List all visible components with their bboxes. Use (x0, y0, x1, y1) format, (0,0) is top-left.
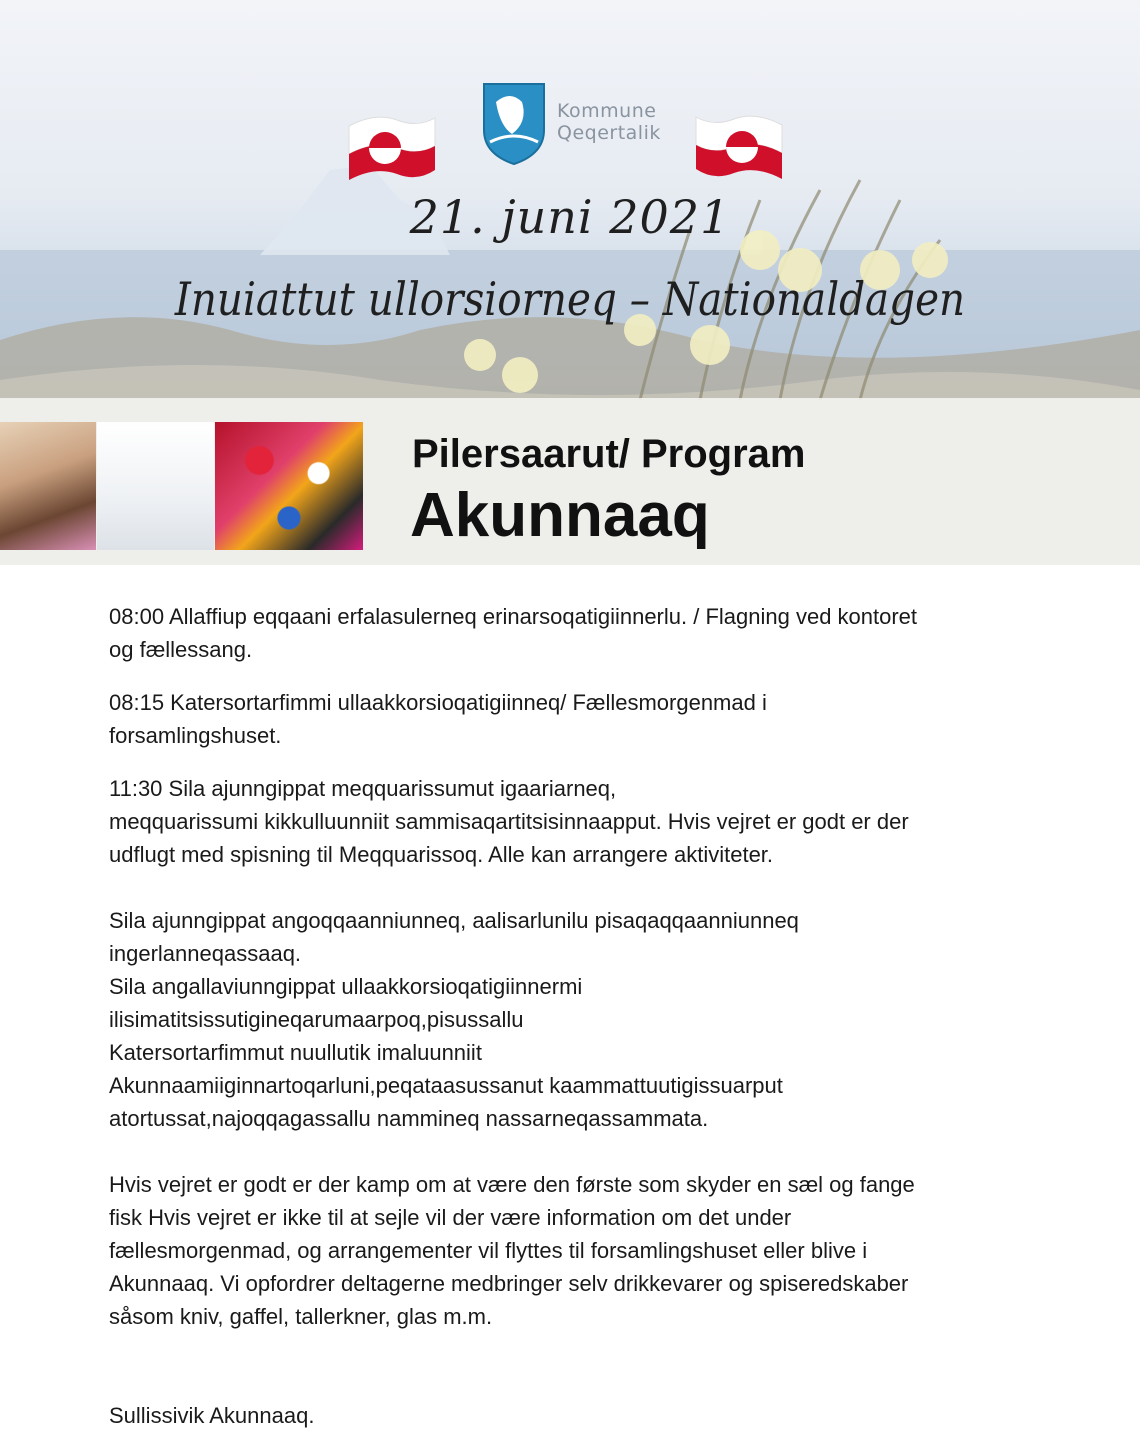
shield-icon (482, 82, 546, 166)
text-line: atortussat,najoqqagassallu nammineq nassarneqassammata. (109, 1106, 709, 1131)
text-line: Katersortarfimmut nuullutik imaluunniit (109, 1040, 482, 1065)
event-subtitle: Inuiattut ullorsiorneq – Nationaldagen (174, 272, 966, 326)
text-line: 08:15 Katersortarfimmi ullaakkorsioqatigiinneq/ Fællesmorgenmad i (109, 690, 767, 715)
text-line: ingerlanneqassaaq. (109, 941, 302, 966)
logo-line-1: Kommune (557, 100, 657, 122)
program-title: Pilersaarut/ Program (412, 432, 806, 476)
text-line: såsom kniv, gaffel, tallerkner, glas m.m. (109, 1304, 493, 1329)
text-line: 08:00 Allaffiup eqqaani erfalasulerneq erinarsoqatigiinnerlu. / Flagning ved kontoret (109, 604, 918, 629)
logo-line-2: Qeqertalik (557, 122, 661, 144)
text-line: Sila angallaviunngippat ullaakkorsioqatigiinnermi (109, 974, 583, 999)
text-line: udflugt med spisning til Meqquarissoq. Alle kan arrangere aktiviteter. (109, 842, 774, 867)
program-content (109, 600, 1049, 1432)
schedule-item-1130 (109, 772, 1049, 871)
text-line: fisk Hvis vejret er ikke til at sejle vil der være information om det under (109, 1205, 792, 1230)
text-line: ilisimatitsissutigineqarumaarpoq,pisussallu (109, 1007, 524, 1032)
anorak-photo (97, 422, 214, 550)
text-line: fællesmorgenmad, og arrangementer vil flyttes til forsamlingshuset eller blive i (109, 1238, 868, 1263)
event-date: 21. juni 2021 (409, 190, 731, 244)
text-line: meqquarissumi kikkulluunniit sammisaqartitsisinnaapput. Hvis vejret er godt er der (109, 809, 909, 834)
beadwork-photo (215, 422, 363, 550)
text-line: og fællessang. (109, 637, 253, 662)
text-line: Akunnaamiiginnartoqarluni,peqataasussanut kaammattuutigissuarput (109, 1073, 783, 1098)
program-place: Akunnaaq (410, 481, 710, 550)
signature: Sullissivik Akunnaaq. (109, 1403, 315, 1428)
weather-note-kl (109, 904, 1049, 1135)
schedule-item-0800 (109, 600, 1049, 666)
text-line: Akunnaaq. Vi opfordrer deltagerne medbringer selv drikkevarer og spiseredskaber (109, 1271, 909, 1296)
logo-text (557, 100, 661, 144)
text-line: Sila ajunngippat angoqqaanniunneq, aalisarlunilu pisaqaqqaanniunneq (109, 908, 799, 933)
text-line: Hvis vejret er godt er der kamp om at være den første som skyder en sæl og fange (109, 1172, 915, 1197)
kommune-logo (482, 82, 682, 166)
header-banner (0, 0, 1140, 565)
weather-note-da (109, 1168, 1049, 1333)
text-line: forsamlingshuset. (109, 723, 282, 748)
girl-photo (0, 422, 96, 550)
greenland-flag-icon (345, 104, 439, 184)
greenland-flag-icon (692, 103, 786, 183)
schedule-item-0815 (109, 686, 1049, 752)
text-line: 11:30 Sila ajunngippat meqquarissumut igaariarneq, (109, 776, 617, 801)
